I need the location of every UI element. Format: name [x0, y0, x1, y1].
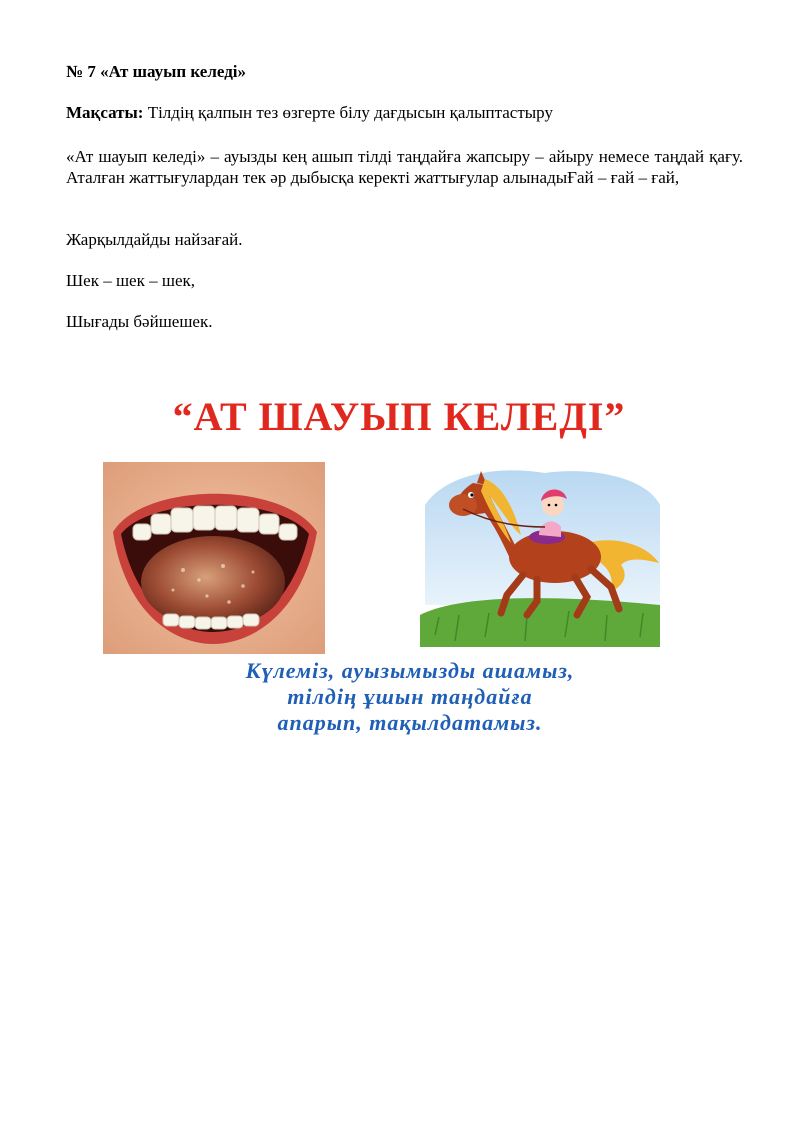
figure-title: “АТ ШАУЫП КЕЛЕДІ”	[172, 394, 626, 439]
caption-line-2: тілдің ұшын таңдайға	[287, 684, 533, 709]
caption-line-3: апарып, тақылдатамыз.	[277, 710, 543, 735]
horse-rider-image	[415, 465, 665, 655]
aim-text: Тілдің қалпын тез өзгерте білу дағдысын қалыптастыру	[143, 103, 553, 122]
rhyme-line-1: Жарқылдайды найзағай.	[66, 230, 243, 249]
figure-caption	[180, 658, 640, 736]
rhyme-line-2: Шек – шек – шек,	[66, 271, 195, 290]
open-mouth-image	[103, 462, 325, 654]
aim-paragraph	[66, 102, 743, 123]
exercise-heading: № 7 «Ат шауып келеді»	[66, 62, 247, 81]
rhyme-line-3: Шығады бәйшешек.	[66, 312, 213, 331]
aim-label: Мақсаты:	[66, 103, 144, 122]
caption-line-1: Күлеміз, ауызымызды ашамыз,	[245, 658, 575, 683]
description-paragraph: «Ат шауып келеді» – ауызды кең ашып тілді таңдайға жапсыру – айыру немесе таңдай қағу. Аталған жаттығулардан тек әр дыбысқа керекті жаттығулар алынадыҒай – ғай – ғай,	[66, 147, 743, 187]
